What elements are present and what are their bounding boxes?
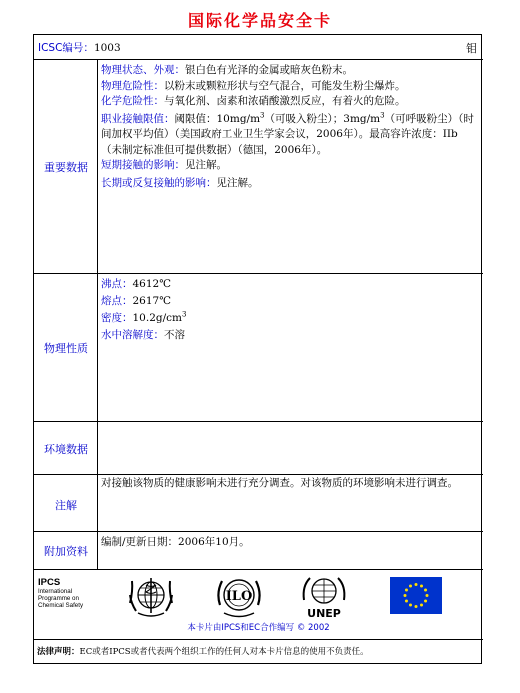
section-label-notes: 注解 — [55, 499, 77, 512]
item-chemical-hazard: 化学危险性：与氧化剂、卤素和浓硝酸激烈反应，有着火的危险。 — [101, 95, 406, 107]
legal-notice — [37, 645, 369, 657]
divider — [34, 639, 483, 640]
section-label-environment: 环境数据 — [44, 443, 88, 456]
legal-label: 法律声明： — [37, 647, 80, 657]
divider — [34, 531, 483, 532]
svg-text:ILO: ILO — [225, 589, 253, 604]
eu-star-icon — [405, 589, 408, 592]
ipcs-line: Chemical Safety — [38, 602, 84, 609]
section-important-content — [98, 63, 479, 191]
ipcs-line: International — [38, 588, 73, 595]
item-melting-point: 熔点：2617℃ — [101, 295, 171, 307]
icsc-number — [38, 40, 121, 55]
section-label-physical: 物理性质 — [44, 342, 88, 355]
eu-star-icon — [409, 584, 412, 587]
eu-star-icon — [415, 583, 418, 586]
eu-star-icon — [415, 605, 418, 608]
item-long-term-effects: 长期或反复接触的影响：见注解。 — [101, 176, 259, 189]
divider — [34, 421, 483, 422]
eu-star-icon — [424, 589, 427, 592]
ipcs-title: IPCS — [38, 577, 61, 588]
eu-star-icon — [420, 604, 423, 607]
eu-star-icon — [420, 584, 423, 587]
divider — [34, 273, 483, 274]
eu-star-icon — [426, 594, 429, 597]
ipcs-block — [38, 577, 83, 609]
eu-flag-icon — [390, 577, 442, 614]
unep-logo-icon — [299, 572, 349, 622]
section-label-additional: 附加资料 — [44, 545, 88, 558]
item-water-solubility: 水中溶解度：不溶 — [101, 329, 185, 341]
eu-star-icon — [404, 594, 407, 597]
item-density: 密度：$10.2g/cm^3$ — [101, 310, 187, 324]
eu-star-icon — [409, 604, 412, 607]
divider — [34, 474, 483, 475]
icsc-label: ICSC编号： — [38, 42, 94, 54]
item-physical-hazard: 物理危险性：以粉末或颗粒形状与空气混合，可能发生粉尘爆炸。 — [101, 79, 406, 92]
section-physical-content — [98, 276, 479, 344]
ipcs-line: Programme on — [38, 595, 79, 602]
ilo-logo-icon — [214, 573, 264, 619]
section-notes-content: 对接触该物质的健康影响未进行充分调查。对该物质的环境影响未进行调查。 — [101, 477, 458, 489]
item-boiling-point: 沸点：4612℃ — [101, 278, 171, 290]
legal-text: EC或者IPCS或者代表两个组织工作的任何人对本卡片信息的使用不负责任。 — [79, 647, 369, 657]
item-short-term-effects: 短期接触的影响：见注解。 — [101, 159, 227, 171]
substance-name: 钼 — [466, 42, 477, 55]
item-appearance: 物理状态、外观：银白色有光泽的金属或暗灰色粉末。 — [101, 64, 353, 76]
item-exposure-limits: 职业接触限值：阈限值：$10mg/m^3$（可吸入粉尘）；$3mg/m^3$（可呼吸粉尘）（时间加权平均值）（美国政府工业卫生学家会议，2006年）。最高容许浓度：IIb（未制定标准但可提供数据）（德国，2006年）。 — [101, 111, 474, 156]
card-title: 国际化学品安全卡 — [187, 11, 332, 30]
divider — [34, 59, 483, 60]
footer-logos — [34, 569, 483, 639]
eu-star-icon — [424, 600, 427, 603]
footer-credit: 本卡片由IPCS和EC合作编写 © 2002 — [187, 623, 330, 633]
svg-text:UNEP: UNEP — [307, 607, 341, 620]
who-logo-icon — [126, 573, 176, 619]
icsc-value: 1003 — [93, 42, 121, 54]
section-additional-content: 编制/更新日期：2006年10月。 — [101, 536, 250, 548]
safety-card — [33, 34, 482, 664]
section-label-important: 重要数据 — [44, 161, 88, 174]
eu-star-icon — [405, 600, 408, 603]
